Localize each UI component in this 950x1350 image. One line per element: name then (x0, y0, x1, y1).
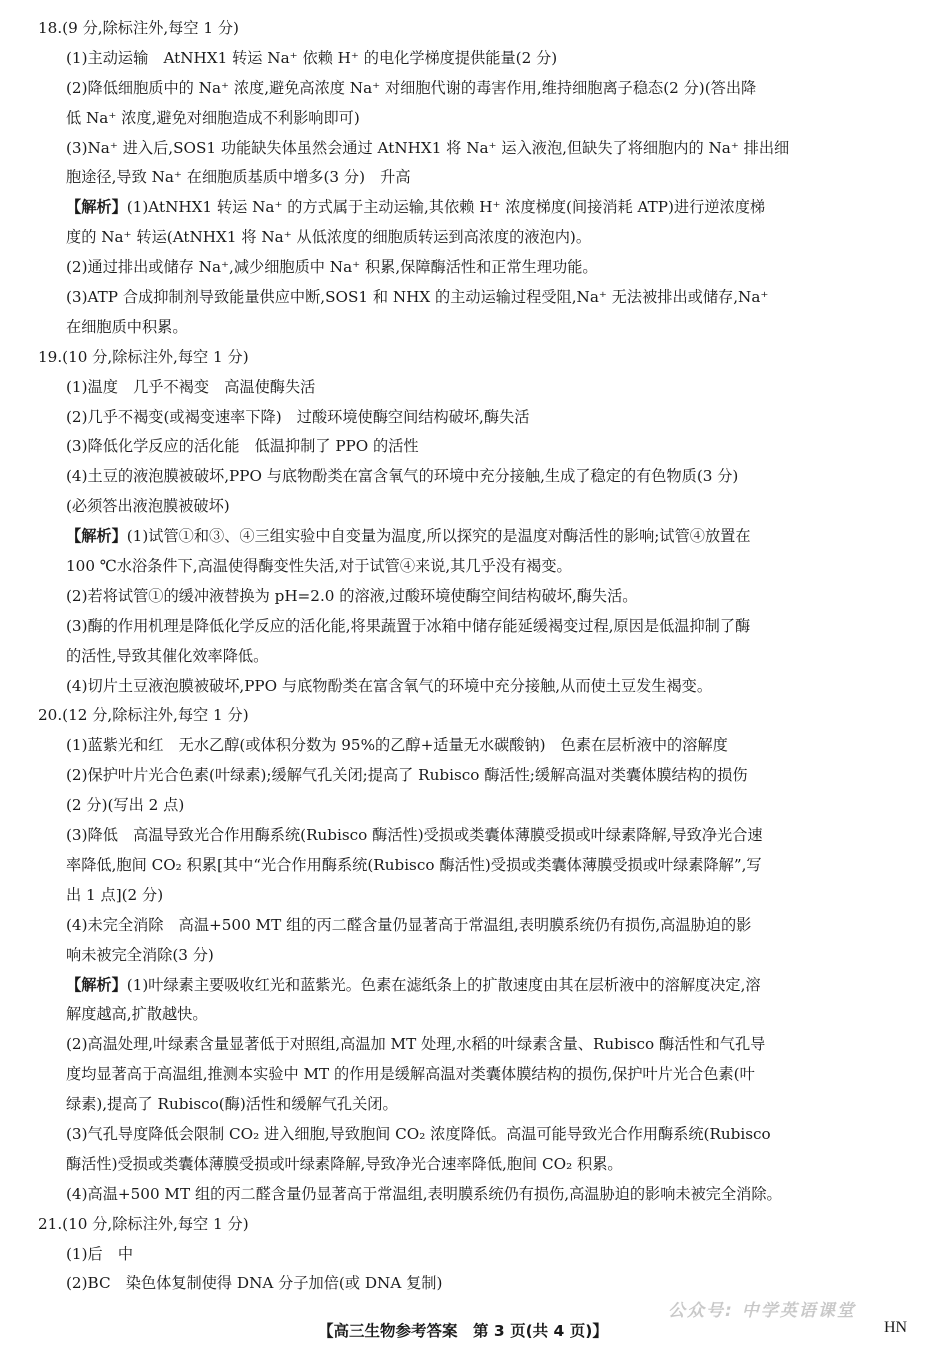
answer-line (38, 612, 913, 642)
line-text: (3)酶的作用机理是降低化学反应的活化能,将果蔬置于冰箱中储存能延缓褐变过程,原因是低温抑制了酶 (66, 616, 751, 635)
answer-line (38, 462, 913, 492)
answer-line (38, 1030, 913, 1060)
answer-line (38, 761, 913, 791)
line-text: (2)BC 染色体复制使得 DNA 分子加倍(或 DNA 复制) (66, 1274, 443, 1293)
line-text: (1)主动运输 AtNHX1 转运 Na⁺ 依赖 H⁺ 的电化学梯度提供能量(2 分) (66, 48, 558, 67)
analysis-tag: 【解析】 (66, 975, 127, 994)
answer-line (38, 104, 913, 134)
answer-line (38, 313, 913, 343)
line-text: 出 1 点](2 分) (66, 885, 164, 904)
line-text: (1)后 中 (66, 1244, 134, 1263)
question-heading (38, 343, 913, 373)
answer-key-content (38, 14, 913, 1299)
answer-line (38, 582, 913, 612)
line-text: (1)AtNHX1 转运 Na⁺ 的方式属于主动运输,其依赖 H⁺ 浓度梯度(间接消耗 ATP)进行逆浓度梯 (126, 198, 766, 217)
line-text: (3)降低 高温导致光合作用酶系统(Rubisco 酶活性)受损或类囊体薄膜受损或叶绿素降解,导致净光合速 (66, 826, 763, 845)
line-text: 在细胞质中积累。 (66, 317, 188, 336)
answer-line (38, 672, 913, 702)
answer-line (38, 851, 913, 881)
watermark: 公众号: 中学英语课堂 (668, 1301, 856, 1321)
footer-code: HN (884, 1319, 908, 1336)
answer-line (38, 163, 913, 193)
analysis-tag: 【解析】 (66, 198, 127, 217)
line-text: 率降低,胞间 CO₂ 积累[其中“光合作用酶系统(Rubisco 酶活性)受损或类囊体薄膜受损或叶绿素降解”,写 (66, 855, 762, 874)
line-text: 21.(10 分,除标注外,每空 1 分) (38, 1214, 249, 1233)
line-text: (3)ATP 合成抑制剂导致能量供应中断,SOS1 和 NHX 的主动运输过程受阻,Na⁺ 无法被排出或储存,Na⁺ (66, 288, 769, 307)
question-heading (38, 14, 913, 44)
line-text: 20.(12 分,除标注外,每空 1 分) (38, 706, 249, 725)
line-text: (4)高温+500 MT 组的丙二醛含量仍显著高于常温组,表明膜系统仍有损伤,高温胁迫的影响未被完全消除。 (66, 1184, 782, 1203)
answer-line (38, 791, 913, 821)
line-text: 18.(9 分,除标注外,每空 1 分) (38, 19, 239, 37)
answer-line (38, 1090, 913, 1120)
line-text: (1)温度 几乎不褐变 高温使酶失活 (66, 377, 316, 396)
line-text: (2)降低细胞质中的 Na⁺ 浓度,避免高浓度 Na⁺ 对细胞代谢的毒害作用,维持细胞离子稳态(2 分)(答出降 (66, 78, 757, 97)
line-text: 的活性,导致其催化效率降低。 (66, 646, 269, 665)
answer-line (38, 432, 913, 462)
answer-line (38, 253, 913, 283)
answer-line (38, 731, 913, 761)
answer-line (38, 821, 913, 851)
line-text: (2)保护叶片光合色素(叶绿素);缓解气孔关闭;提高了 Rubisco 酶活性;缓解高温对类囊体膜结构的损伤 (66, 766, 748, 785)
question-heading (38, 701, 913, 731)
footer-title: 【高三生物参考答案 第 3 页(共 4 页)】 (318, 1322, 608, 1340)
answer-line (38, 44, 913, 74)
line-text: 度的 Na⁺ 转运(AtNHX1 将 Na⁺ 从低浓度的细胞质转运到高浓度的液泡内)。 (66, 228, 592, 247)
page-footer (0, 1317, 950, 1345)
answer-line (38, 1060, 913, 1090)
answer-line (38, 1000, 913, 1030)
answer-line (38, 74, 913, 104)
line-text: (4)未完全消除 高温+500 MT 组的丙二醛含量仍显著高于常温组,表明膜系统仍有损伤,高温胁迫的影 (66, 915, 752, 934)
line-text: (2 分)(写出 2 点) (66, 796, 185, 815)
answer-line (38, 134, 913, 164)
question-heading (38, 1210, 913, 1240)
line-text: (1)试管①和③、④三组实验中自变量为温度,所以探究的是温度对酶活性的影响;试管④放置在 (126, 527, 751, 546)
line-text: 19.(10 分,除标注外,每空 1 分) (38, 347, 249, 366)
line-text: (3)气孔导度降低会限制 CO₂ 进入细胞,导致胞间 CO₂ 浓度降低。高温可能导致光合作用酶系统(Rubisco (66, 1124, 771, 1143)
answer-line (38, 223, 913, 253)
analysis-tag: 【解析】 (66, 527, 127, 546)
line-text: (4)切片土豆液泡膜被破坏,PPO 与底物酚类在富含氧气的环境中充分接触,从而使土豆发生褐变。 (66, 676, 713, 695)
line-text: 酶活性)受损或类囊体薄膜受损或叶绿素降解,导致净光合速率降低,胞间 CO₂ 积累。 (66, 1154, 623, 1173)
answer-line (38, 522, 913, 552)
line-text: 绿素),提高了 Rubisco(酶)活性和缓解气孔关闭。 (66, 1095, 398, 1114)
answer-line (38, 1240, 913, 1270)
answer-line (38, 881, 913, 911)
line-text: (1)叶绿素主要吸收红光和蓝紫光。色素在滤纸条上的扩散速度由其在层析液中的溶解度决定,溶 (126, 975, 761, 994)
answer-line (38, 1269, 913, 1299)
line-text: (必须答出液泡膜被破坏) (66, 497, 230, 516)
answer-line (38, 403, 913, 433)
answer-line (38, 373, 913, 403)
answer-line (38, 971, 913, 1001)
line-text: 解度越高,扩散越快。 (66, 1005, 208, 1024)
line-text: 响未被完全消除(3 分) (66, 945, 214, 964)
line-text: 胞途径,导致 Na⁺ 在细胞质基质中增多(3 分) 升高 (66, 168, 411, 187)
line-text: (2)若将试管①的缓冲液替换为 pH=2.0 的溶液,过酸环境使酶空间结构破坏,酶失活。 (66, 586, 638, 605)
line-text: (4)土豆的液泡膜被破坏,PPO 与底物酚类在富含氧气的环境中充分接触,生成了稳定的有色物质(3 分) (66, 467, 739, 486)
answer-line (38, 642, 913, 672)
line-text: 低 Na⁺ 浓度,避免对细胞造成不利影响即可) (66, 108, 360, 127)
answer-line (38, 283, 913, 313)
line-text: (3)降低化学反应的活化能 低温抑制了 PPO 的活性 (66, 437, 419, 456)
line-text: 100 ℃水浴条件下,高温使得酶变性失活,对于试管④来说,其几乎没有褐变。 (66, 557, 572, 576)
answer-line (38, 941, 913, 971)
answer-line (38, 1120, 913, 1150)
answer-line (38, 492, 913, 522)
line-text: (3)Na⁺ 进入后,SOS1 功能缺失体虽然会通过 AtNHX1 将 Na⁺ 运入液泡,但缺失了将细胞内的 Na⁺ 排出细 (66, 138, 790, 157)
line-text: (2)几乎不褐变(或褐变速率下降) 过酸环境使酶空间结构破坏,酶失活 (66, 407, 530, 426)
line-text: (2)通过排出或储存 Na⁺,减少细胞质中 Na⁺ 积累,保障酶活性和正常生理功能。 (66, 258, 598, 277)
line-text: 度均显著高于高温组,推测本实验中 MT 的作用是缓解高温对类囊体膜结构的损伤,保护叶片光合色素(叶 (66, 1065, 755, 1084)
line-text: (2)高温处理,叶绿素含量显著低于对照组,高温加 MT 处理,水稻的叶绿素含量、Rubisco 酶活性和气孔导 (66, 1035, 766, 1054)
answer-line (38, 1150, 913, 1180)
answer-line (38, 552, 913, 582)
answer-line (38, 1180, 913, 1210)
answer-line (38, 911, 913, 941)
answer-line (38, 193, 913, 223)
line-text: (1)蓝紫光和红 无水乙醇(或体积分数为 95%的乙醇+适量无水碳酸钠) 色素在层析液中的溶解度 (66, 736, 728, 755)
